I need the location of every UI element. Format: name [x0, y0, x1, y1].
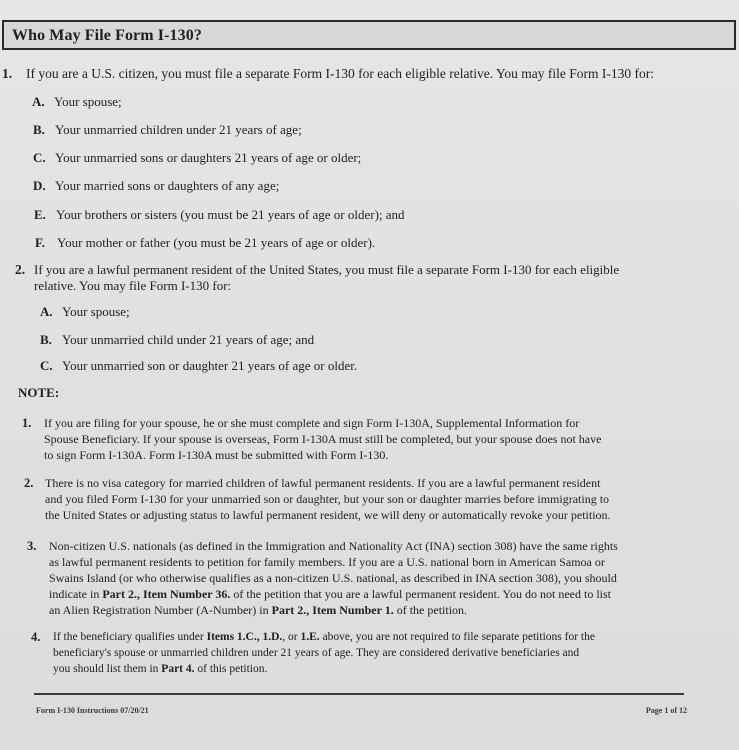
- note-2-line-3: the United States or adjusting status to lawful permanent resident, we will deny or automatically revoke your petition.: [45, 508, 611, 522]
- item-1-number: 1.: [2, 66, 13, 81]
- section-title: Who May File Form I-130?: [12, 27, 202, 44]
- item-2-sub-c: C. Your unmarried son or daughter 21 years of age or older.: [40, 358, 358, 373]
- item-2-line-1: If you are a lawful permanent resident of the United States, you must file a separate Form I-130 for each eligible: [34, 262, 620, 277]
- note-4-number: 4.: [31, 630, 41, 644]
- item-1-text: If you are a U.S. citizen, you must file a separate Form I-130 for each eligible relative. You may file Form I-130 for:: [26, 66, 654, 81]
- section-title-bar: [2, 20, 736, 50]
- note-3-line-4: indicate in Part 2., Item Number 36. of the petition that you are a lawful permanent resident. You do not need to list: [49, 587, 612, 601]
- item-2-sub-a: A. Your spouse;: [40, 304, 130, 319]
- item-1-sub-e: E. Your brothers or sisters (you must be 21 years of age or older); and: [34, 207, 405, 222]
- note-1-line-2: Spouse Beneficiary. If your spouse is overseas, Form I-130A must still be completed, but your spouse does not have: [44, 432, 602, 446]
- footer-form-id: Form I-130 Instructions 07/20/21: [36, 706, 149, 715]
- item-1-sub-c: C. Your unmarried sons or daughters 21 years of age or older;: [33, 150, 362, 165]
- note-1-number: 1.: [22, 416, 32, 430]
- note-3-line-5: an Alien Registration Number (A-Number) in Part 2., Item Number 1. of the petition.: [49, 603, 468, 617]
- note-3-line-3: Swains Island (or who otherwise qualifies as a non-citizen U.S. national, as described in INA section 308), you should: [49, 571, 617, 585]
- note-3-number: 3.: [27, 539, 37, 553]
- footer-divider: [34, 693, 684, 695]
- item-2-sub-b: B. Your unmarried child under 21 years of age; and: [40, 332, 315, 347]
- note-2-line-1: There is no visa category for married children of lawful permanent residents. If you are a lawful permanent resident: [45, 476, 601, 490]
- item-2-number: 2.: [15, 262, 26, 277]
- item-1-sub-d: D. Your married sons or daughters of any age;: [33, 178, 280, 193]
- note-4-line-2: beneficiary's spouse or unmarried children under 21 years of age. They are considered derivative beneficiaries and: [53, 647, 580, 659]
- note-2-number: 2.: [24, 476, 34, 490]
- item-1-sub-b: B. Your unmarried children under 21 years of age;: [33, 122, 302, 137]
- item-1-sub-a: A. Your spouse;: [32, 94, 122, 109]
- note-3-line-2: as lawful permanent residents to petition for family members. If you are a U.S. national born in American Samoa or: [49, 555, 605, 569]
- note-heading: NOTE:: [18, 385, 60, 400]
- item-1-sub-f: F. Your mother or father (you must be 21 years of age or older).: [35, 235, 376, 250]
- note-2-line-2: and you filed Form I-130 for your unmarried son or daughter, but your son or daughter marries before immigrating to: [45, 492, 610, 506]
- note-4-line-3: you should list them in Part 4. of this petition.: [53, 663, 268, 675]
- note-4-line-1: If the beneficiary qualifies under Items 1.C., 1.D., or 1.E. above, you are not required to file separate petitions for the: [53, 631, 595, 643]
- note-3-line-1: Non-citizen U.S. nationals (as defined in the Immigration and Nationality Act (INA) section 308) have the same rights: [49, 539, 618, 553]
- note-1-line-1: If you are filing for your spouse, he or she must complete and sign Form I-130A, Supplemental Information for: [44, 416, 580, 430]
- footer-page-number: Page 1 of 12: [645, 706, 687, 715]
- note-1-line-3: to sign Form I-130A. Form I-130A must be submitted with Form I-130.: [44, 448, 389, 462]
- item-2-line-2: relative. You may file Form I-130 for:: [34, 278, 232, 293]
